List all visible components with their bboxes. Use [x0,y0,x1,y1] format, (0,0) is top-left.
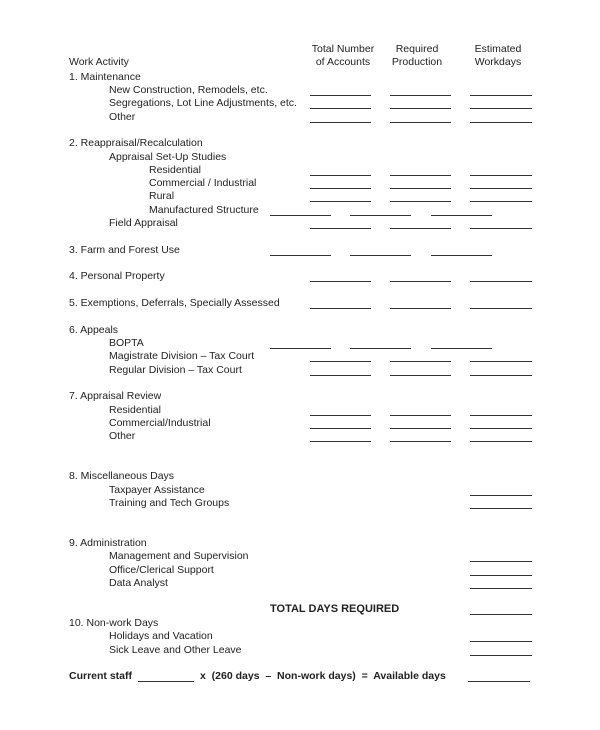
section-heading: 6. Appeals [69,324,119,336]
estimated-workdays-blank-line[interactable] [470,375,532,376]
activity-item-label: Management and Supervision [109,550,249,562]
estimated-workdays-blank-line[interactable] [470,428,532,429]
required-production-blank-line[interactable] [390,201,451,202]
estimated-workdays-blank-line[interactable] [470,361,532,362]
section-heading: 9. Administration [69,537,147,549]
required-production-blank-line[interactable] [390,428,451,429]
required-production-blank-line[interactable] [390,122,451,123]
total-accounts-blank-line[interactable] [310,201,371,202]
estimated-workdays-blank-line[interactable] [470,122,532,123]
activity-item-label: Office/Clerical Support [109,564,214,576]
estimated-workdays-blank-line[interactable] [470,575,532,576]
activity-item-label: Residential [109,404,161,416]
section-heading: 8. Miscellaneous Days [69,470,175,482]
estimated-workdays-blank-line[interactable] [470,655,532,656]
estimated-workdays-blank-line[interactable] [431,215,492,216]
activity-item-label: Commercial/Industrial [109,417,211,429]
section-heading: 2. Reappraisal/Recalculation [69,137,203,149]
current-staff-label: Current staff [69,670,133,682]
estimated-workdays-blank-line[interactable] [470,228,532,229]
activity-item-label: Residential [149,164,201,176]
estimated-workdays-blank-line[interactable] [470,561,532,562]
total-accounts-blank-line[interactable] [310,122,371,123]
activity-item-label: Regular Division – Tax Court [109,364,242,376]
required-production-blank-line[interactable] [390,441,451,442]
total-accounts-blank-line[interactable] [310,428,371,429]
estimated-workdays-blank-line[interactable] [470,281,532,282]
required-production-blank-line[interactable] [390,188,451,189]
estimated-workdays-blank-line[interactable] [470,441,532,442]
estimated-workdays-blank-line[interactable] [470,415,532,416]
estimated-workdays-blank-line[interactable] [470,308,532,309]
activity-item-label: New Construction, Remodels, etc. [109,84,268,96]
required-production-blank-line[interactable] [390,228,451,229]
activity-item-label: Magistrate Division – Tax Court [109,350,255,362]
section-heading: 3. Farm and Forest Use [69,244,180,256]
required-production-blank-line[interactable] [390,308,451,309]
estimated-workdays-blank-line[interactable] [431,255,492,256]
total-accounts-blank-line[interactable] [270,255,331,256]
header-total-accounts: Total Number of Accounts [311,43,375,68]
section-heading: 5. Exemptions, Deferrals, Specially Assessed [69,297,280,309]
estimated-workdays-blank-line[interactable] [470,588,532,589]
required-production-blank-line[interactable] [390,415,451,416]
section-heading: 10. Non-work Days [69,617,159,629]
activity-item-label: Sick Leave and Other Leave [109,644,242,656]
section-heading: 1. Maintenance [69,71,141,83]
required-production-blank-line[interactable] [390,281,451,282]
activity-item-label: Commercial / Industrial [149,177,257,189]
required-production-blank-line[interactable] [390,361,451,362]
total-accounts-blank-line[interactable] [310,175,371,176]
activity-item-label: BOPTA [109,337,144,349]
required-production-blank-line[interactable] [390,95,451,96]
activity-item-label: Rural [149,190,175,202]
estimated-workdays-blank-line[interactable] [470,641,532,642]
estimated-workdays-blank-line[interactable] [470,175,532,176]
activity-item-label: Appraisal Set-Up Studies [109,151,227,163]
total-accounts-blank-line[interactable] [310,281,371,282]
required-production-blank-line[interactable] [390,175,451,176]
estimated-workdays-blank-line[interactable] [470,495,532,496]
required-production-blank-line[interactable] [350,215,411,216]
estimated-workdays-blank-line[interactable] [470,95,532,96]
required-production-blank-line[interactable] [390,108,451,109]
total-accounts-blank-line[interactable] [310,361,371,362]
activity-item-label: Manufactured Structure [149,204,259,216]
estimated-workdays-blank-line[interactable] [470,508,532,509]
estimated-workdays-blank-line[interactable] [470,188,532,189]
header-estimated-workdays: Estimated Workdays [474,43,522,68]
total-accounts-blank-line[interactable] [310,108,371,109]
available-days-formula: x (260 days – Non-work days) = Available days [200,670,446,682]
activity-item-label: Training and Tech Groups [109,497,230,509]
activity-item-label: Holidays and Vacation [109,630,213,642]
total-accounts-blank-line[interactable] [270,348,331,349]
total-accounts-blank-line[interactable] [310,228,371,229]
required-production-blank-line[interactable] [390,375,451,376]
header-work-activity: Work Activity [69,56,129,68]
total-days-line[interactable] [470,614,532,615]
estimated-workdays-blank-line[interactable] [470,108,532,109]
header-required-production: Required Production [391,43,443,68]
section-heading: 7. Appraisal Review [69,390,162,402]
total-days-label: TOTAL DAYS REQUIRED [270,603,400,615]
activity-item-label: Segregations, Lot Line Adjustments, etc. [109,97,297,109]
activity-item-label: Data Analyst [109,577,168,589]
estimated-workdays-blank-line[interactable] [431,348,492,349]
total-accounts-blank-line[interactable] [310,95,371,96]
total-accounts-blank-line[interactable] [270,215,331,216]
required-production-blank-line[interactable] [350,348,411,349]
estimated-workdays-blank-line[interactable] [470,201,532,202]
total-accounts-blank-line[interactable] [310,308,371,309]
total-accounts-blank-line[interactable] [310,375,371,376]
required-production-blank-line[interactable] [350,255,411,256]
section-heading: 4. Personal Property [69,270,165,282]
activity-item-label: Taxpayer Assistance [109,484,205,496]
activity-item-label: Field Appraisal [109,217,178,229]
activity-item-label: Other [109,430,136,442]
total-accounts-blank-line[interactable] [310,188,371,189]
total-accounts-blank-line[interactable] [310,441,371,442]
total-accounts-blank-line[interactable] [310,415,371,416]
current-staff-line[interactable] [138,681,194,682]
activity-item-label: Other [109,111,136,123]
available-days-line[interactable] [468,681,530,682]
